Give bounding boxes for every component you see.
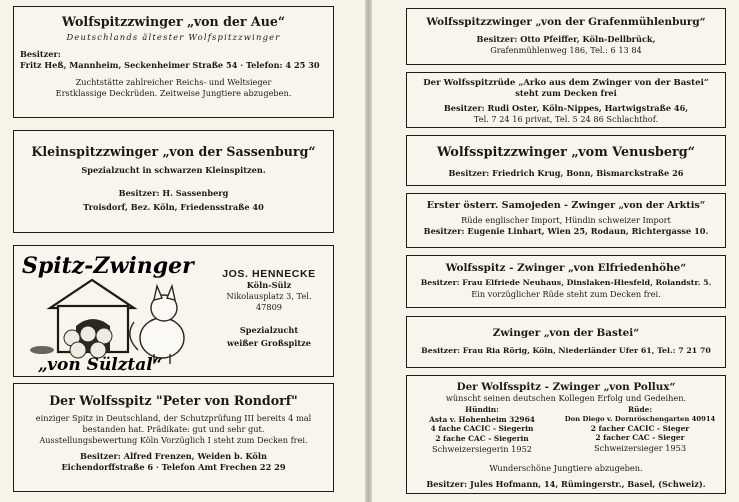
spec-line-2: weißer Großspitze xyxy=(226,338,312,349)
ad-von-der-sassenburg xyxy=(13,130,334,233)
female-title-2: 2 fache CAC - Siegerin xyxy=(435,433,529,443)
owner-label: Besitzer: xyxy=(20,49,61,59)
ad-title: Zwinger „von der Bastei“ xyxy=(492,327,640,339)
female-title-1: 4 fache CACIC - Siegerin xyxy=(430,424,534,434)
ad-von-der-arktis xyxy=(406,193,726,248)
owner-line: Besitzer: Jules Hofmann, 14, Rümingerstr., Basel, (Schweiz). xyxy=(426,479,706,490)
ad-title-2: steht zum Decken frei xyxy=(515,88,617,98)
address-line: Eichendorffstraße 6 · Telefon Amt Frechen 22 29 xyxy=(61,462,286,473)
ad-subtitle: Spezialzucht in schwarzen Kleinspitzen. xyxy=(81,165,266,175)
owner-line: Besitzer: Otto Pfeiffer, Köln-Dellbrück, xyxy=(476,34,656,44)
owner-line: Besitzer: Friedrich Krug, Bonn, Bismarckstraße 26 xyxy=(448,168,684,178)
ad-von-der-bastei xyxy=(406,316,726,368)
owner-line: Besitzer: H. Sassenberg xyxy=(118,188,229,199)
ad-title: Wolfsspitz - Zwinger „von Elfriedenhöhe“ xyxy=(445,262,687,274)
female-name: Asta v. Hohenheim 32964 xyxy=(429,414,535,424)
ad-title: Wolfsspitzzwinger „von der Grafenmühlenburg“ xyxy=(426,16,706,28)
ad-puppies: Wunderschöne Jungtiere abzugeben. xyxy=(489,463,643,474)
ad-body-2: bestanden hat. Prädikate: gut und sehr gut. xyxy=(82,424,265,435)
male-title-2: 2 facher CAC - Sieger xyxy=(595,433,685,443)
ad-title: Wolfsspitzzwinger „vom Venusberg“ xyxy=(436,145,696,160)
spec-line-1: Spezialzucht xyxy=(239,325,299,336)
female-title-3: Schweizersiegerin 1952 xyxy=(431,443,532,454)
owner-line: Besitzer: Frau Elfriede Neuhaus, Dinslaken-Hiesfeld, Rolandstr. 5. xyxy=(420,278,712,287)
ad-von-elfriedenhoehe xyxy=(406,255,726,308)
ad-title: Wolfspitzzwinger „von der Aue“ xyxy=(61,14,286,29)
ad-title: Erster österr. Samojeden - Zwinger „von der Arktis“ xyxy=(426,200,706,211)
address-line: Troisdorf, Bez. Köln, Friedensstraße 40 xyxy=(83,202,264,213)
ad-spitz-zwinger-von-suelztal xyxy=(13,245,334,377)
phone-line: Tel. 7 24 16 privat, Tel. 5 24 86 Schlachthof. xyxy=(473,114,659,125)
owner-line: Fritz Heß, Mannheim, Seckenheimer Straße 54 · Telefon: 4 25 30 xyxy=(20,60,320,71)
ad-vom-venusberg xyxy=(406,135,726,186)
ad-subtitle: Deutschlands ältester Wolfspitzzwinger xyxy=(66,32,281,42)
doghouse-roof-icon xyxy=(50,280,134,308)
male-name: Don Diego v. Dornröschengarten 40914 xyxy=(564,414,716,423)
owner-line: Besitzer: Frau Ria Rörig, Köln, Niederländer Ufer 61, Tel.: 7 21 70 xyxy=(421,346,711,355)
male-title-1: 2 facher CACIC - Sieger xyxy=(590,423,690,433)
ad-desc-2: Erstklassige Deckrüden. Zeitweise Jungtiere abzugeben. xyxy=(55,88,292,99)
ad-body-1: einziger Spitz in Deutschland, der Schutzprüfung III bereits 4 mal xyxy=(35,413,312,423)
ad-title: Kleinspitzzwinger „von der Sassenburg“ xyxy=(31,144,316,159)
owner-line: Besitzer: Eugenie Linhart, Wien 25, Rodaun, Richtergasse 10. xyxy=(423,226,709,237)
food-bowl-icon xyxy=(30,346,54,354)
address-line: Grafenmühlenweg 186, Tel.: 6 13 84 xyxy=(490,45,642,56)
ad-von-der-aue xyxy=(13,6,334,118)
male-heading: Rüde: xyxy=(627,405,653,415)
spitz-zwinger-logo xyxy=(14,246,204,376)
owner-name: JOS. HENNECKE xyxy=(222,268,316,280)
place-line: Köln-Sülz xyxy=(246,280,292,290)
logo-top-text: Spitz-Zwinger xyxy=(22,253,194,279)
book-gutter xyxy=(365,0,372,502)
ad-body: Ein vorzüglicher Rüde steht zum Decken frei. xyxy=(471,288,661,299)
female-heading: Hündin: xyxy=(465,405,499,415)
ad-grafenmuehlenburg xyxy=(406,8,726,65)
puppy-icon xyxy=(80,326,96,342)
address-line: Nikolausplatz 3, Tel. 47809 xyxy=(226,291,312,313)
ad-desc-1: Zuchtstätte zahlreicher Reichs- und Weltsieger xyxy=(75,77,272,88)
ad-intro: wünscht seinen deutschen Kollegen Erfolg und Gedeihen. xyxy=(445,393,687,403)
ad-title: Der Wolfsspitz "Peter von Rondorf" xyxy=(49,393,298,408)
ad-arko-von-der-bastei xyxy=(406,72,726,128)
ad-title: Der Wolfsspitzrüde „Arko aus dem Zwinger von der Bastei“ xyxy=(423,78,709,88)
logo-bottom-text: „von Sülztal“ xyxy=(38,355,163,375)
ad-body: Rüde englischer Import, Hündin schweizer Import xyxy=(461,215,671,225)
owner-line: Besitzer: Alfred Frenzen, Weiden b. Köln xyxy=(80,451,267,462)
ad-title: Der Wolfsspitz - Zwinger „von Pollux“ xyxy=(456,381,676,393)
owner-line: Besitzer: Rudi Oster, Köln-Nippes, Hartwigstraße 46, xyxy=(443,103,689,114)
spitz-dog-icon xyxy=(130,286,184,364)
ad-peter-von-rondorf xyxy=(13,383,334,492)
ad-von-pollux xyxy=(406,375,726,494)
male-title-3: Schweizersieger 1953 xyxy=(593,442,687,453)
ad-body-3: Ausstellungsbewertung Köln Vorzüglich I steht zum Decken frei. xyxy=(39,435,308,446)
